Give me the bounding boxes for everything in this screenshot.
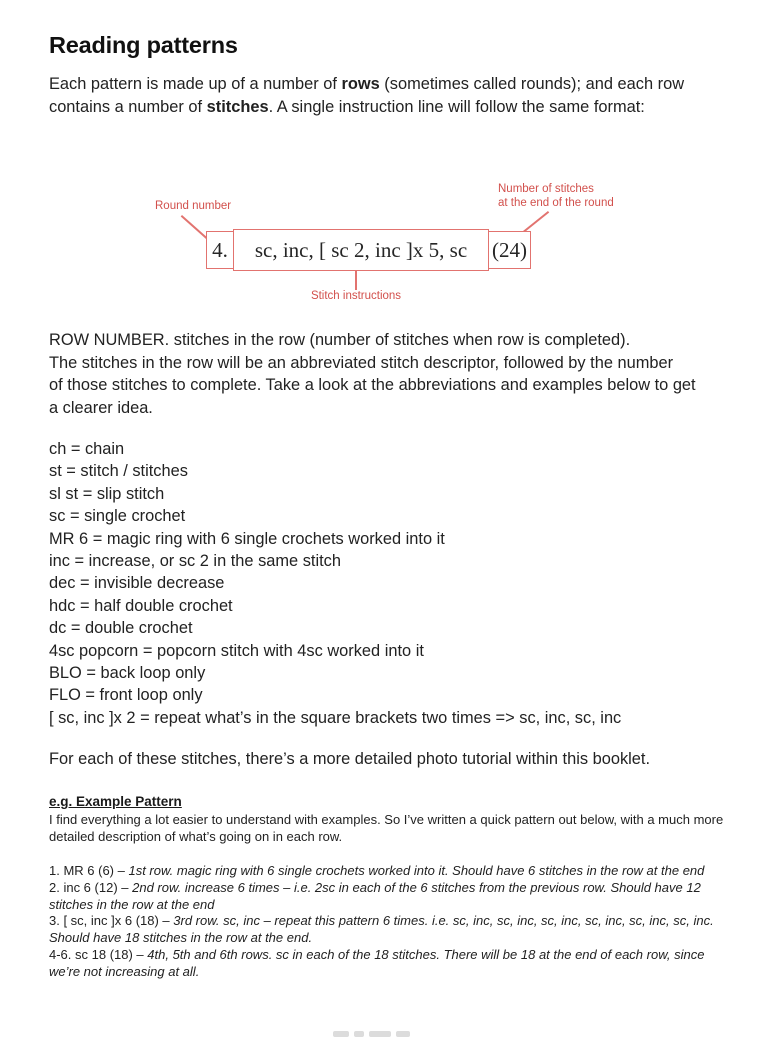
row-number-paragraph	[49, 329, 743, 419]
stitch-count-box: (24)	[488, 231, 531, 269]
text-segment: (sometimes called rounds); and each row	[379, 75, 685, 93]
intro-line-2	[49, 96, 739, 119]
round-number-pointer-line	[181, 215, 208, 239]
example-row-prefix: 4-6. sc 18 (18) –	[49, 946, 148, 962]
stitch-count-label-line1: Number of stitches	[498, 183, 594, 195]
abbreviations-list	[49, 438, 743, 729]
cutoff-glyph	[396, 1031, 410, 1037]
abbreviation-line: dec = invisible decrease	[49, 574, 225, 593]
next-page-cutoff-fragment	[333, 1031, 453, 1040]
example-pattern-rows	[49, 863, 735, 981]
row-number-paragraph-line: a clearer idea.	[49, 398, 153, 417]
stitch-count-pointer-line	[523, 211, 549, 232]
row-number-paragraph-line: The stitches in the row will be an abbreviated stitch descriptor, followed by the number	[49, 353, 674, 372]
example-pattern-heading: e.g. Example Pattern	[49, 794, 182, 809]
abbreviation-line: FLO = front loop only	[49, 686, 203, 705]
abbreviation-line: st = stitch / stitches	[49, 462, 188, 481]
abbreviation-line: sc = single crochet	[49, 507, 186, 526]
example-row-prefix: 1. MR 6 (6) –	[49, 863, 129, 878]
cutoff-glyph	[369, 1031, 391, 1037]
row-number-paragraph-line: ROW NUMBER. stitches in the row (number of stitches when row is completed).	[49, 331, 631, 349]
intro-paragraph	[49, 73, 739, 118]
abbreviation-line: sl st = slip stitch	[49, 484, 165, 503]
example-row-prefix: 3. [ sc, inc ]x 6 (18) –	[49, 913, 174, 929]
stitch-count-label-line2: at the end of the round	[498, 196, 614, 209]
cutoff-glyph	[333, 1031, 349, 1037]
text-segment: . A single instruction line will follow the same format:	[268, 97, 645, 116]
abbreviation-line: hdc = half double crochet	[49, 596, 233, 615]
text-segment: rows	[341, 75, 380, 93]
text-segment: contains a number of	[49, 97, 207, 116]
round-number-label: Round number	[155, 200, 232, 212]
abbreviation-line: 4sc popcorn = popcorn stitch with 4sc worked into it	[49, 641, 424, 660]
example-row-prefix: 2. inc 6 (12) –	[49, 879, 133, 895]
abbreviation-line: inc = increase, or sc 2 in the same stitch	[49, 552, 341, 571]
example-pattern-intro: I find everything a lot easier to understand with examples. So I’ve written a quick pattern out below, with a much more detailed description of what’s going on in each row.	[49, 812, 724, 844]
stitch-instructions-label: Stitch instructions	[310, 290, 402, 302]
stitch-instructions-pointer-line	[355, 270, 357, 290]
example-pattern-row	[49, 947, 735, 981]
example-pattern-row	[49, 913, 735, 947]
row-number-paragraph-line: of those stitches to complete. Take a look at the abbreviations and examples below to get	[49, 376, 696, 394]
example-pattern-row	[49, 863, 735, 880]
example-pattern-row	[49, 880, 735, 914]
page-title: Reading patterns	[49, 31, 238, 58]
example-row-detail: 1st row. magic ring with 6 single crochets worked into it. Should have 6 stitches in the row at the end	[128, 863, 705, 878]
example-row-detail: 3rd row. sc, inc – repeat this pattern 6 times. i.e. sc, inc, sc, inc, sc, inc, sc, inc, sc, inc, sc, inc. Should have 18 stitches in the row at the end.	[49, 913, 714, 946]
example-row-detail: 4th, 5th and 6th rows. sc in each of the 18 stitches. There will be 18 at the end of each row, since we’re not increasing at all.	[49, 946, 705, 979]
stitch-count-label	[498, 183, 614, 210]
abbreviation-line: [ sc, inc ]x 2 = repeat what’s in the square brackets two times => sc, inc, sc, inc	[49, 708, 622, 727]
text-segment: stitches	[206, 97, 269, 116]
abbreviation-line: BLO = back loop only	[49, 664, 206, 683]
stitch-instructions-box: sc, inc, [ sc 2, inc ]x 5, sc	[233, 229, 489, 271]
text-segment: Each pattern is made up of a number of	[49, 75, 342, 93]
intro-line-1	[49, 73, 739, 96]
abbreviation-line: dc = double crochet	[49, 619, 193, 638]
round-number-box: 4.	[206, 231, 234, 269]
example-row-detail: 2nd row. increase 6 times – i.e. 2sc in each of the 6 stitches from the previous row. Should have 12 stitches in the row at the end	[49, 879, 701, 912]
abbreviation-line: MR 6 = magic ring with 6 single crochets worked into it	[49, 529, 445, 548]
cutoff-glyph	[354, 1031, 364, 1037]
tutorial-note: For each of these stitches, there’s a more detailed photo tutorial within this booklet.	[49, 750, 651, 768]
abbreviation-line: ch = chain	[49, 440, 125, 458]
pattern-format-diagram	[0, 180, 780, 310]
